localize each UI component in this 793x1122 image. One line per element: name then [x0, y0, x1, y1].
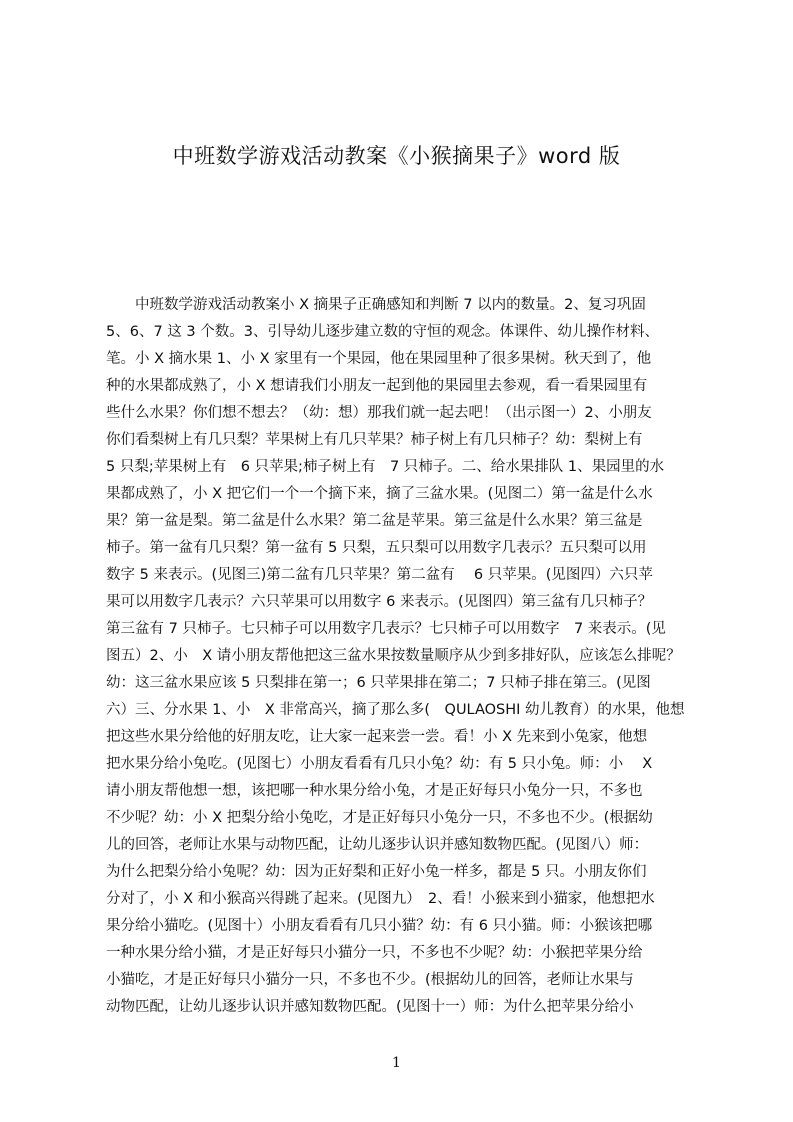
- body-line: 5 只梨;苹果树上有 6 只苹果;柿子树上有 7 只柿子。二、给水果排队 1、果园里的水: [106, 459, 665, 475]
- body-line: 些什么水果？你们想不想去？（幼：想）那我们就一起去吧！（出示图一）2、小朋友: [106, 405, 652, 421]
- document-title: 中班数学游戏活动教案《小猴摘果子》word 版: [172, 144, 621, 168]
- body-line: 小猫吃，才是正好每只小猫分一只，不多也不少。(根据幼儿的回答，老师让水果与: [106, 972, 634, 988]
- body-line: 把这些水果分给他的好朋友吃，让大家一起来尝一尝。看！小 X 先来到小兔家，他想: [106, 729, 648, 745]
- body-line: 把水果分给小兔吃。(见图七）小朋友看看有几只小兔？幼：有 5 只小兔。师：小 X: [106, 756, 653, 772]
- body-line: 不少呢？幼：小 X 把梨分给小兔吃，才是正好每只小兔分一只，不多也不少。(根据幼: [106, 810, 653, 826]
- page-number: 1: [392, 1055, 401, 1071]
- body-line: 动物匹配，让幼儿逐步认识并感知数物匹配。(见图十一）师：为什么把苹果分给小: [106, 999, 634, 1015]
- body-line: 请小朋友帮他想一想，该把哪一种水果分给小兔，才是正好每只小兔分一只，不多也: [106, 783, 643, 799]
- body-line: 六）三、分水果 1、小 X 非常高兴，摘了那么多( QULAOSHI 幼儿教育）的水果，他想: [106, 702, 685, 718]
- body-line: 5、6、7 这 3 个数。3、引导幼儿逐步建立数的守恒的观念。体课件、幼儿操作材料、: [106, 324, 659, 340]
- body-line: 笔。小 X 摘水果 1、小 X 家里有一个果园，他在果园里种了很多果树。秋天到了，他: [106, 351, 652, 367]
- body-line: 果分给小猫吃。(见图十）小朋友看看有几只小猫？幼：有 6 只小猫。师：小猴该把哪: [106, 918, 653, 934]
- body-line: 儿的回答，老师让水果与动物匹配，让幼儿逐步认识并感知数物匹配。(见图八）师：: [106, 837, 649, 853]
- body-line: 为什么把梨分给小兔呢？幼：因为正好梨和正好小兔一样多，都是 5 只。小朋友你们: [106, 864, 647, 880]
- body-line: 中班数学游戏活动教案小 X 摘果子正确感知和判断 7 以内的数量。2、复习巩固: [106, 297, 646, 313]
- body-line: 一种水果分给小猫，才是正好每只小猫分一只，不多也不少呢？幼：小猴把苹果分给: [106, 945, 643, 961]
- body-line: 数字 5 来表示。(见图三)第二盆有几只苹果？第二盆有 6 只苹果。(见图四）六只苹: [106, 567, 653, 583]
- body-line: 果可以用数字几表示？六只苹果可以用数字 6 来表示。(见图四）第三盆有几只柿子？: [106, 594, 653, 610]
- body-line: 分对了，小 X 和小猴高兴得跳了起来。(见图九） 2、看！小猴来到小猫家，他想把水: [106, 891, 655, 907]
- body-line: 你们看梨树上有几只梨？苹果树上有几只苹果？柿子树上有几只柿子？幼：梨树上有: [106, 432, 643, 448]
- document-body: [106, 292, 698, 1042]
- body-line: 果都成熟了，小 X 把它们一个一个摘下来，摘了三盆水果。(见图二）第一盆是什么水: [106, 486, 653, 502]
- body-line: 果？第一盆是梨。第二盆是什么水果？第二盆是苹果。第三盆是什么水果？第三盆是: [106, 513, 643, 529]
- body-line: 种的水果都成熟了，小 X 想请我们小朋友一起到他的果园里去参观，看一看果园里有: [106, 378, 648, 394]
- body-line: 幼：这三盆水果应该 5 只梨排在第一；6 只苹果排在第二；7 只柿子排在第三。(见图: [106, 675, 651, 691]
- body-line: 第三盆有 7 只柿子。七只柿子可以用数字几表示？七只柿子可以用数字 7 来表示。(见: [106, 621, 666, 637]
- body-line: 图五）2、小 X 请小朋友帮他把这三盆水果按数量顺序从少到多排好队，应该怎么排呢？: [106, 648, 681, 664]
- body-line: 柿子。第一盆有几只梨？第一盆有 5 只梨，五只梨可以用数字几表示？五只梨可以用: [106, 540, 647, 556]
